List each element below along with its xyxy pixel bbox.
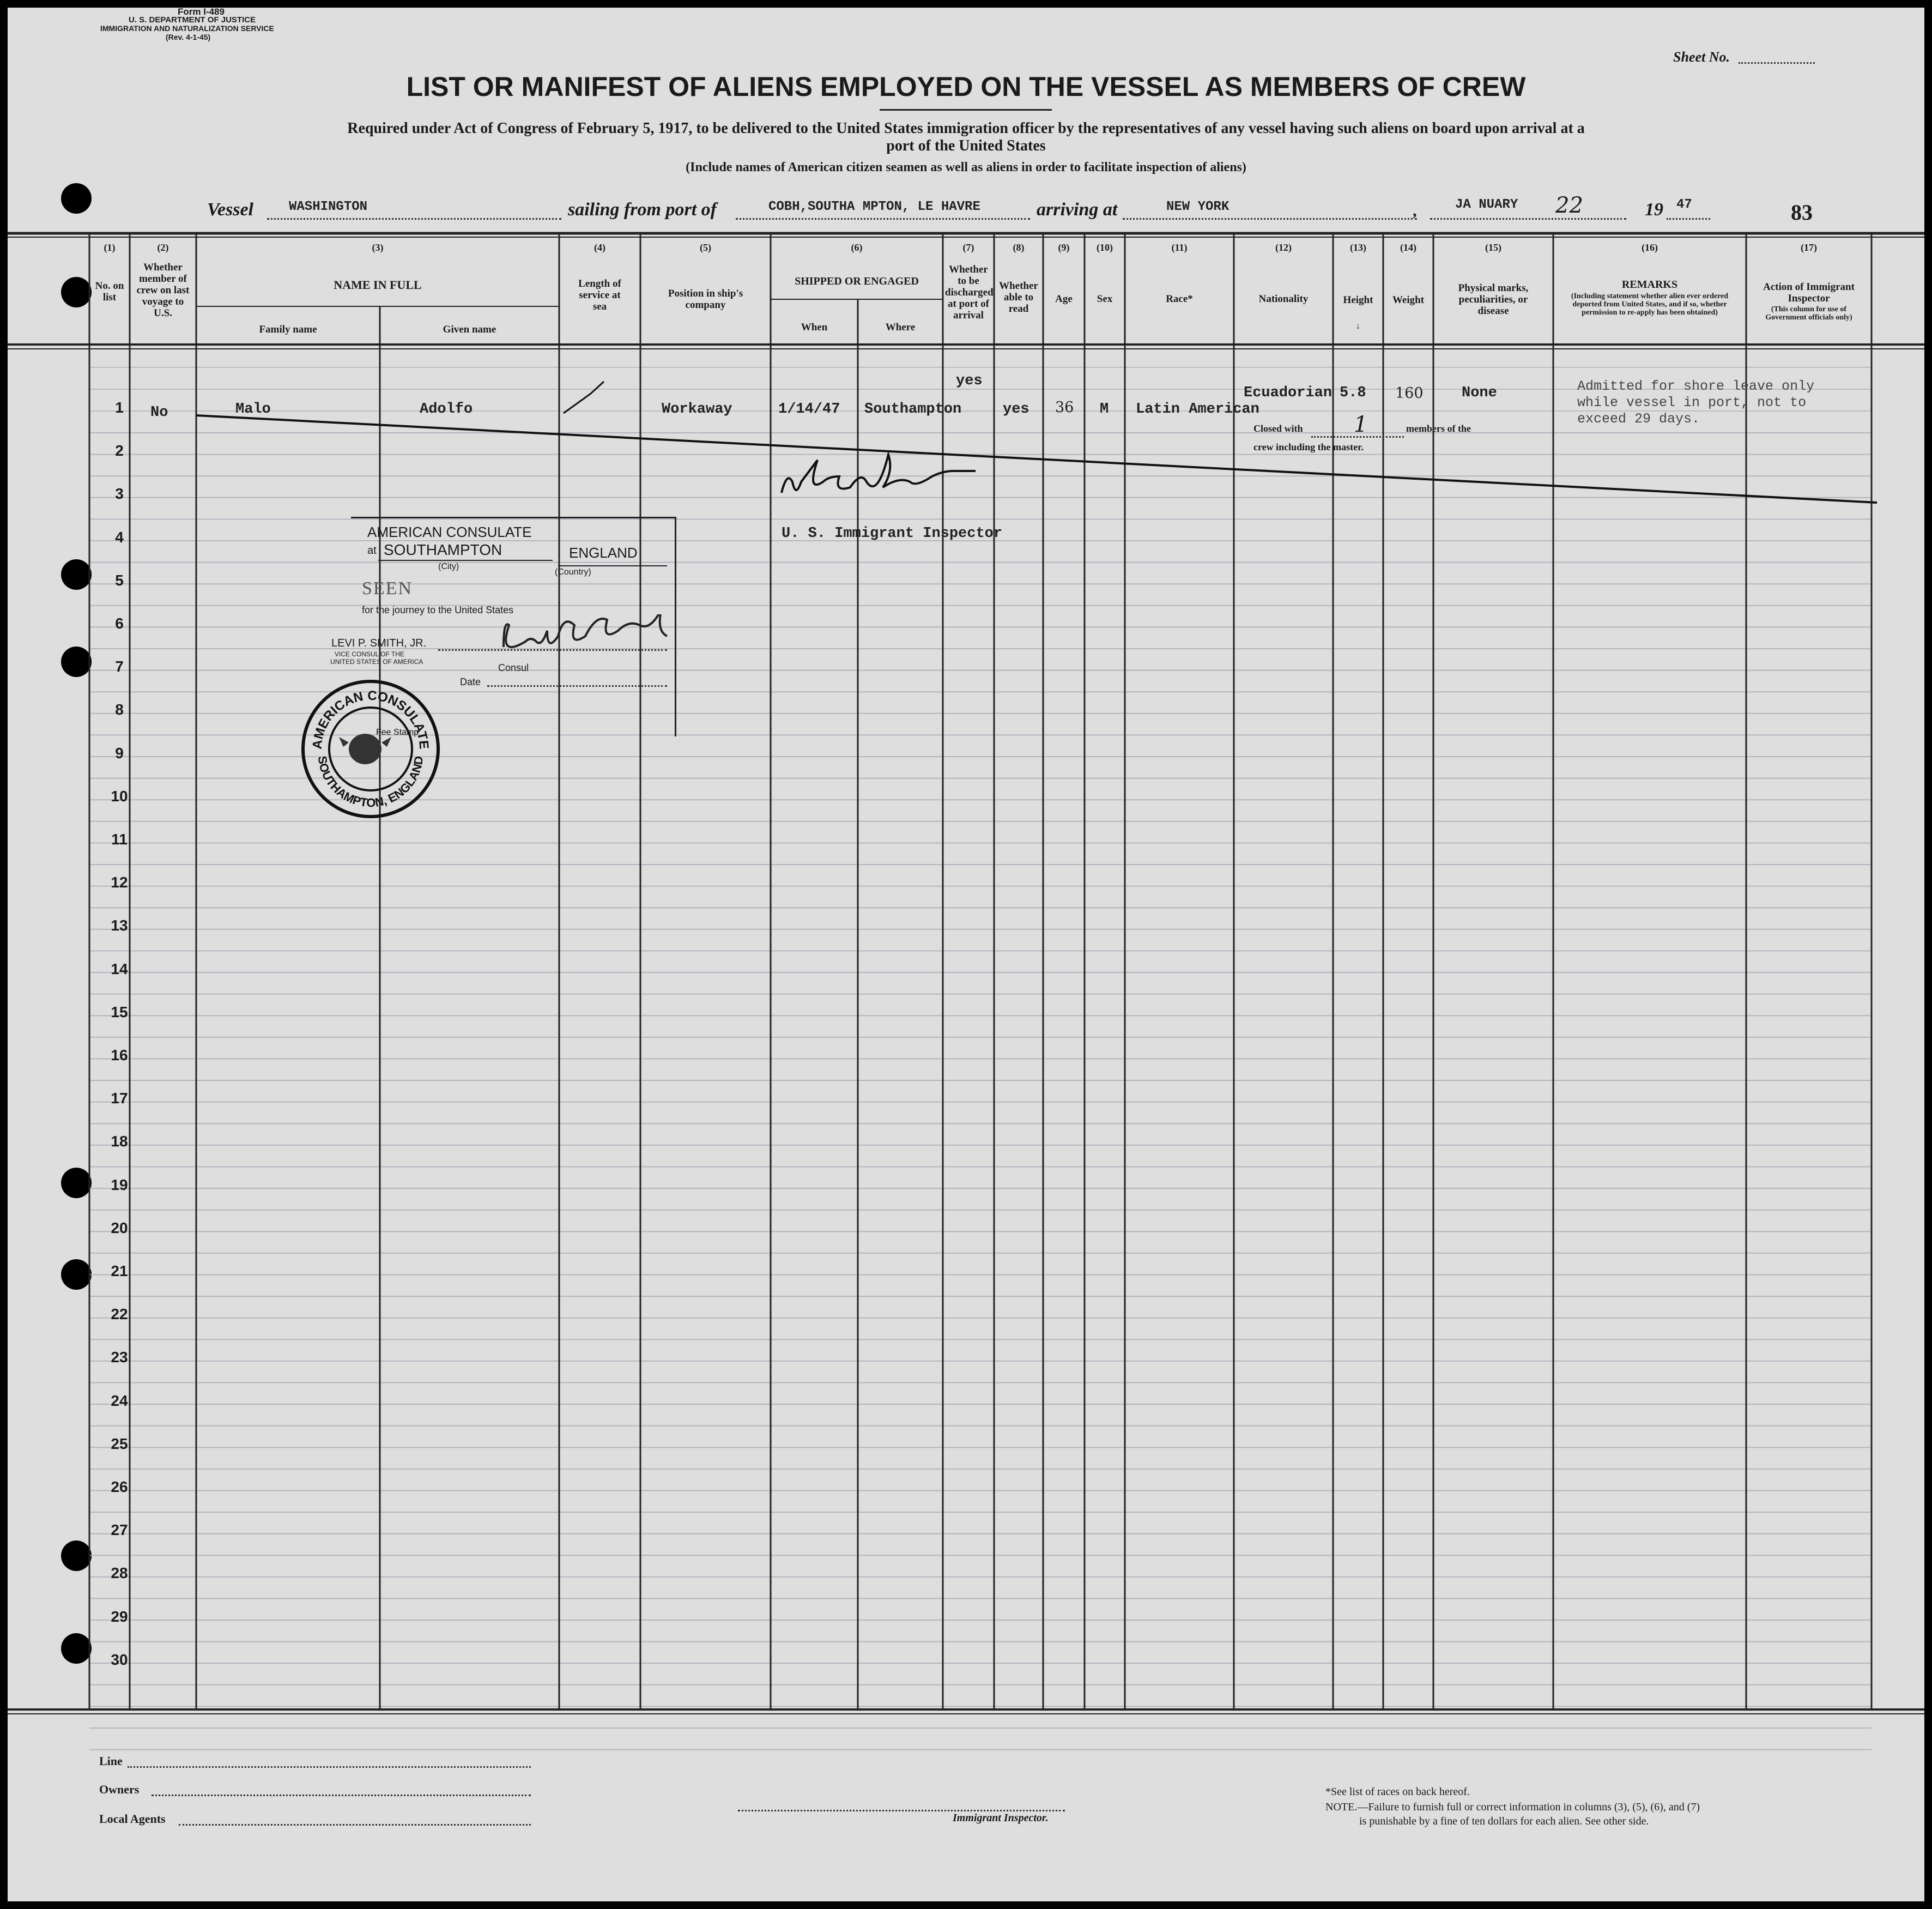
entry-last-voyage: No (150, 404, 168, 421)
stamp-officer: LEVI P. SMITH, JR. (331, 637, 427, 649)
col-num-17: (17) (1801, 242, 1817, 253)
col-num-15: (15) (1485, 242, 1501, 253)
col-num-11: (11) (1171, 242, 1188, 253)
row-number: 30 (111, 1651, 128, 1668)
date-day: 22 (1555, 193, 1583, 218)
entry-remarks: Admitted for shore leave only while vessel in port, not to exceed 29 days. (1577, 378, 1815, 427)
col-header-2: Whether member of crew on last voyage to U.S. (136, 262, 190, 319)
stamp-country: ENGLAND (569, 545, 638, 561)
year-prefix: 19 (1645, 200, 1663, 220)
entry-where: Southampton (864, 401, 962, 418)
where-header: Where (885, 322, 916, 333)
stamp-officer-title2: UNITED STATES OF AMERICA (330, 658, 423, 666)
col-header-4: Length of service at sea (578, 278, 621, 312)
entry-family-name: Malo (235, 401, 271, 418)
row-number: 7 (115, 658, 124, 675)
row-number: 5 (115, 571, 124, 589)
footer-immigrant-inspector: Immigrant Inspector. (953, 1812, 1049, 1824)
col-header-12: Nationality (1258, 293, 1309, 305)
sailing-label: sailing from port of (568, 200, 717, 220)
footer-line-label: Line (99, 1754, 123, 1768)
subtitle-line-2: port of the United States (886, 137, 1046, 154)
row-number: 10 (111, 787, 128, 805)
col-header-16: REMARKS (1621, 279, 1678, 291)
stamp-consul-label: Consul (498, 662, 529, 673)
stamp-date-label: Date (460, 676, 481, 687)
footer-line-field (128, 1766, 531, 1768)
col-num-4: (4) (594, 242, 605, 253)
row-number: 14 (111, 960, 128, 977)
col-header-6: SHIPPED OR ENGAGED (795, 275, 919, 287)
consul-signature (482, 614, 678, 658)
family-name-header: Family name (259, 324, 317, 335)
remarks-note: (Including statement whether alien ever ordered deported from United States, and if so, whether permission to re-apply has been obtained) (1571, 292, 1729, 317)
inspector-note: (This column for use of Government officials only) (1765, 305, 1852, 322)
given-name-header: Given name (443, 324, 496, 335)
closed-with-prefix: Closed with (1253, 423, 1303, 434)
entry-physical-marks: None (1462, 385, 1497, 401)
stamp-journey: for the journey to the United States (362, 605, 514, 615)
entry-position: Workaway (662, 401, 732, 418)
row-number: 8 (115, 701, 124, 718)
footer-races-note: *See list of races on back hereof. (1325, 1786, 1470, 1798)
row-number: 28 (111, 1564, 128, 1582)
col-num-14: (14) (1400, 242, 1416, 253)
subtitle-line-3: (Include names of American citizen seamen as well as aliens in order to facilitate inspection of aliens) (686, 160, 1246, 174)
col-num-16: (16) (1642, 242, 1658, 253)
col-header-1: No. on list (95, 280, 124, 303)
row-number: 23 (111, 1349, 128, 1366)
stamp-title: AMERICAN CONSULATE (367, 524, 532, 540)
entry-able-to-read: yes (1003, 401, 1029, 418)
col-num-9: (9) (1058, 242, 1070, 253)
row-number: 6 (115, 615, 124, 632)
subtitle-line-1: Required under Act of Congress of February 5, 1917, to be delivered to the United States immigration officer by the representatives of any vessel having such aliens on board upon arrival at a (347, 120, 1585, 137)
col-num-3: (3) (372, 242, 384, 253)
row-number: 15 (111, 1003, 128, 1020)
row-number: 26 (111, 1478, 128, 1495)
row-number: 18 (111, 1133, 128, 1150)
col-header-8: Whether able to read (999, 280, 1038, 315)
footer-agents-field (179, 1824, 531, 1826)
eagle-emblem (349, 734, 381, 764)
row-number: 2 (115, 442, 124, 460)
manifest-sheet (8, 8, 1924, 1901)
col-num-10: (10) (1097, 242, 1113, 253)
date-month: JA NUARY (1455, 197, 1518, 212)
vessel-label: Vessel (207, 200, 253, 220)
seal-bottom-text: SOUTHAMPTON, ENGLAND (315, 755, 426, 810)
row-number: 13 (111, 917, 128, 934)
year-suffix: 47 (1676, 197, 1692, 212)
row-number: 24 (111, 1392, 128, 1409)
col-header-7: Whether to be discharged at port of arrival (945, 264, 994, 321)
col-header-11: Race* (1166, 293, 1193, 305)
entry-race: Latin American (1136, 401, 1259, 418)
page-title: LIST OR MANIFEST OF ALIENS EMPLOYED ON THE VESSEL AS MEMBERS OF CREW (406, 71, 1526, 102)
col-num-1: (1) (104, 242, 116, 253)
row-number: 9 (115, 744, 124, 762)
footer-inspector-field (738, 1810, 1065, 1811)
stamp-city-label: (City) (438, 562, 459, 571)
col-header-13: Height (1343, 294, 1373, 306)
page-number: 83 (1791, 200, 1813, 225)
seal-center-text: Fee Stamp (376, 728, 419, 737)
row-number: 17 (111, 1090, 128, 1107)
col-header-10: Sex (1097, 293, 1113, 305)
footer-owners-field (152, 1795, 531, 1796)
col-num-5: (5) (700, 242, 711, 253)
inspector-signature (782, 455, 976, 493)
row-number: 22 (111, 1306, 128, 1323)
col-num-8: (8) (1013, 242, 1025, 253)
sailing-value: COBH,SOUTHA MPTON, LE HAVRE (768, 200, 980, 214)
form-dept: U. S. DEPARTMENT OF JUSTICE (129, 15, 256, 25)
col-header-9: Age (1055, 293, 1073, 305)
footer-note-line2: is punishable by a fine of ten dollars for each alien. See other side. (1359, 1815, 1649, 1827)
row-number: 1 (115, 399, 124, 416)
when-header: When (801, 322, 828, 333)
stamp-at: at (367, 545, 377, 557)
closed-with-count: 1 (1354, 412, 1368, 437)
sheet-no-label: Sheet No. (1673, 49, 1730, 65)
stamp-city-line (378, 560, 553, 561)
col-num-2: (2) (157, 242, 169, 253)
footer-owners-label: Owners (99, 1783, 140, 1796)
col-num-6: (6) (851, 242, 863, 253)
entry-when: 1/14/47 (778, 401, 840, 418)
stamp-city: SOUTHAMPTON (384, 541, 502, 558)
stamp-country-line (558, 565, 667, 566)
row-number: 29 (111, 1608, 128, 1625)
entry-age: 36 (1055, 399, 1074, 416)
stamp-officer-title1: VICE CONSUL OF THE (335, 650, 405, 658)
col-num-12: (12) (1275, 242, 1292, 253)
form-rev: (Rev. 4-1-45) (166, 33, 211, 41)
arriving-value: NEW YORK (1166, 200, 1230, 214)
col-header-3: NAME IN FULL (334, 278, 422, 292)
closed-with-line2: crew including the master. (1253, 442, 1364, 452)
row-number: 19 (111, 1176, 128, 1193)
form-number: Form I-489 (178, 8, 225, 17)
entry-sex: M (1100, 401, 1109, 418)
col-header-15: Physical marks, peculiarities, or disease (1458, 282, 1529, 317)
footer-note-line1: NOTE.—Failure to furnish full or correct information in columns (3), (5), (6), and (7) (1325, 1801, 1700, 1813)
row-number: 11 (111, 831, 128, 848)
entry-weight: 160 (1395, 385, 1424, 402)
entry-discharged: yes (956, 373, 983, 389)
footer-agents-label: Local Agents (99, 1812, 166, 1826)
arriving-label: arriving at (1037, 200, 1118, 220)
row-number: 4 (115, 528, 124, 546)
comma: , (1413, 202, 1417, 220)
stamp-seen: SEEN (362, 578, 413, 599)
row-number: 16 (111, 1047, 128, 1064)
row-number: 25 (111, 1435, 128, 1452)
col-num-13: (13) (1350, 242, 1366, 253)
stamp-date-line (487, 685, 667, 687)
cancellation-line (196, 415, 1877, 503)
row-number: 20 (111, 1219, 128, 1236)
entry-given-name: Adolfo (420, 401, 473, 418)
entry-nationality: Ecuadorian (1244, 385, 1333, 401)
closed-with-suffix: members of the (1406, 423, 1471, 434)
col-header-14: Weight (1392, 294, 1425, 306)
height-tick: ↓ (1356, 322, 1360, 331)
inspector-caption: U. S. Immigrant Inspector (782, 525, 1003, 542)
consulate-seal (300, 678, 441, 820)
row-number: 12 (111, 874, 128, 891)
row-number: 3 (115, 485, 124, 503)
col-header-5: Position in ship's company (668, 288, 743, 311)
col-header-17: Action of Immigrant Inspector (1763, 281, 1855, 304)
entry-height: 5.8 (1340, 385, 1366, 401)
row-number: 27 (111, 1521, 128, 1539)
service-check-mark (564, 382, 604, 413)
seal-top-text: AMERICAN CONSULATE (310, 688, 432, 750)
form-service: IMMIGRATION AND NATURALIZATION SERVICE (100, 24, 274, 33)
vessel-value: WASHINGTON (289, 200, 368, 214)
stamp-country-label: (Country) (555, 567, 591, 577)
col-num-7: (7) (962, 242, 974, 253)
row-number: 21 (111, 1262, 128, 1279)
